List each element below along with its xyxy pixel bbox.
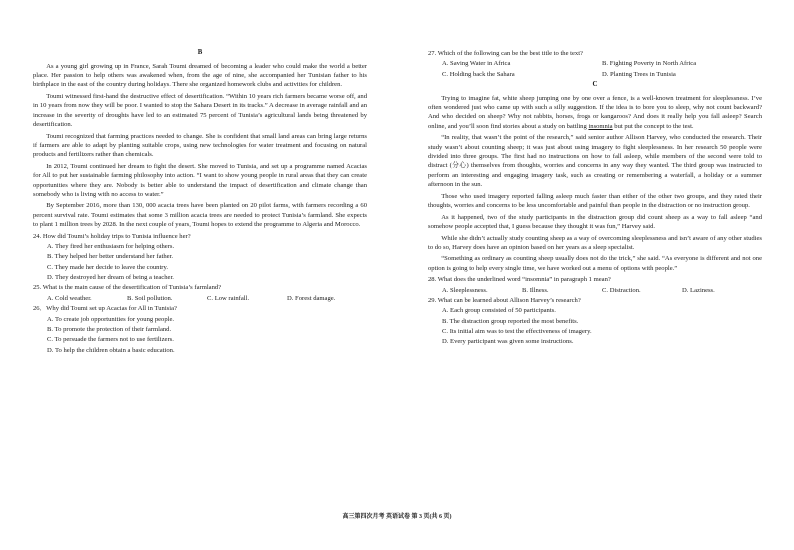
question-27-stem: 27. Which of the following can be the best title to the text?: [428, 50, 583, 57]
question-27-option-a: A. Saving Water in Africa: [442, 60, 511, 68]
question-25-option-c: C. Low rainfall.: [207, 294, 250, 302]
passage-b-paragraph-4: In 2012, Toumi continued her dream to fight the desert. She moved to Tunisia, and set up a programme named Acacias for All to put her sustainable farming philosophy into action. “I want to show young people in rural areas that they can create opportunities where they are. Nobody is better able to understand the impact of desertification and climate change than somebody who is living with no access to water.”: [33, 162, 367, 198]
question-25-option-d: D. Forest damage.: [287, 294, 336, 302]
section-c-heading: C: [592, 81, 598, 89]
question-28-stem: 28. What does the underlined word “insomnia” in paragraph 1 mean?: [428, 276, 611, 284]
question-28-option-b: B. Illness.: [522, 286, 549, 294]
question-29-option-d: D. Every participant was given some instructions.: [442, 338, 574, 346]
question-28-option-d: D. Laziness.: [682, 286, 715, 294]
question-26-option-d: D. To help the children obtain a basic education.: [47, 346, 175, 354]
passage-c-paragraph-3: Those who used imagery reported falling asleep much faster than either of the other two groups, and they rated their thoughts, worries and concerns to be less uncomfortable and painful than people in the distraction or no instruction group.: [428, 192, 762, 210]
question-25-stem: 25. What is the main cause of the desertification of Tunisia’s farmland?: [33, 284, 222, 292]
question-27-options-row-1: [442, 59, 762, 68]
paragraph-1-text-before: Trying to imagine fat, white sheep jumping one by one over a fence, is a well-known treatment for sleeplessness. I’ve often wondered just who came up with such a silly suggestion. If the idea is to bore you to sleep, why not count backward? And who decided on sheep? Why not rabbits, horses, frogs or kangaroos? And does it really help you fall asleep? Search online, and you’ll soon find stories about a study on battling: [428, 94, 762, 130]
question-24-option-d: D. They destroyed her dream of being a teacher.: [47, 274, 174, 282]
question-29-option-c: C. Its initial aim was to test the effectiveness of imagery.: [442, 328, 592, 336]
question-25-option-b: B. Soil pollution.: [127, 294, 173, 302]
question-24-option-a: A. They fired her enthusiasm for helping others.: [47, 243, 175, 251]
passage-b-paragraph-3: Toumi recognized that farming practices needed to change. She is confident that small land areas can bring large returns if farmers are able to adapt by planting suitable crops, using new technologies for water treatment and focusing on natural products and fertilizers rather than chemicals.: [33, 132, 367, 159]
question-26-option-c: C. To persuade the farmers not to use fertilizers.: [47, 336, 174, 344]
question-26-option-a: A. To create job opportunities for young people.: [47, 315, 175, 323]
passage-c-paragraph-4: As it happened, two of the study participants in the distraction group did count sheep as a way to fall asleep “and somehow people accepted that, I guess because they thought it was fun,” Harvey said.: [428, 213, 762, 230]
question-27-option-d: D. Planting Trees in Tunisia: [602, 70, 676, 78]
question-25-options: [47, 294, 367, 303]
question-24-option-b: B. They helped her better understand her father.: [47, 253, 174, 261]
question-26-option-b: B. To promote the protection of their farmland.: [47, 325, 172, 333]
question-27-option-c: C. Holding back the Sahara: [442, 70, 515, 78]
question-29-option-a: A. Each group consisted of 50 participants.: [442, 307, 556, 315]
passage-c-paragraph-2: “In reality, that wasn’t the point of the research,” said senior author Allison Harvey, who conducted the research. Their study wasn’t about counting sheep; it was just about using imagery to fight sleeplessness. In her research 50 people were divided into three groups. The first had no instructions on how to fall asleep, while members of the second were told to distract (分心) themselves from thoughts, worries and concerns in any way they wanted. The third group was instructed to perform an interesting and engaging imagery task, such as creating or remembering a waterfall, a holiday or a summer afternoon in the sun.: [428, 134, 762, 189]
question-27-options-row-2: [442, 70, 762, 79]
page-footer: 高三第四次月考 英语试卷 第 3 页(共 6 页): [342, 514, 452, 520]
left-column: [33, 48, 367, 356]
question-29-stem: 29. What can be learned about Allison Harvey’s research?: [428, 297, 581, 305]
question-29-option-b: B. The distraction group reported the most benefits.: [442, 317, 579, 325]
question-24-option-c: C. They made her decide to leave the country.: [47, 263, 169, 271]
question-24-stem: 24. How did Toumi’s holiday trips to Tunisia influence her?: [33, 232, 191, 240]
question-25-option-a: A. Cold weather.: [47, 294, 92, 302]
passage-c-paragraph-6: “Something as ordinary as counting sheep usually does not do the trick,” she said. “As everyone is different and not one option is going to help every single time, we have worked out a menu of options with people.”: [428, 255, 762, 272]
underlined-word-insomnia: insomnia: [588, 122, 613, 130]
question-28-option-a: A. Sleeplessness.: [442, 286, 488, 294]
paragraph-1-text-after: but put the concept to the test.: [612, 122, 694, 130]
section-b-heading: B: [197, 49, 203, 56]
question-26-stem: 26．Why did Toumi set up Acacias for All in Tunisia?: [33, 305, 177, 313]
passage-c-paragraph-1: [428, 94, 762, 131]
passage-c-paragraph-5: While she didn’t actually study counting sheep as a way of overcoming sleeplessness and isn’t aware of any other studies to do so, Harvey does have an opinion based on her years as a sleep specialist.: [428, 234, 762, 251]
passage-b-paragraph-5: By September 2016, more than 130, 000 acacia trees have been planted on 20 pilot farms, with farmers recording a 60 percent survival rate. Toumi estimates that some 3 million acacia trees are needed to protect Tunisia’s farmland. She expects to plant 1 million trees by 2028. In the next couple of years, Toumi hopes to extend the programme to Algeria and Morocco.: [33, 202, 367, 229]
question-27-option-b: B. Fighting Poverty in North Africa: [602, 60, 697, 68]
question-28-option-c: C. Distraction.: [602, 286, 641, 294]
passage-b-paragraph-2: Toumi witnessed first-hand the destructive effect of desertification. “Within 10 years rich farmers became worse off, and in 10 years from now they will be poor. I wanted to stop the Sahara Desert in its tracks.” A decrease in average rainfall and an increase in the severity of droughts have led to an estimated 75 percent of Tunisia’s agricultural lands being threatened by desertification.: [33, 92, 367, 128]
passage-b-paragraph-1: As a young girl growing up in France, Sarah Toumi dreamed of becoming a leader who could make the world a better place. Her passion to help others was awakened when, from the age of nine, she accompanied her Tunisian father to his birthplace in the east of the country during holidays. There she organized homework clubs and activities for children.: [33, 62, 367, 89]
question-28-options: [442, 286, 762, 295]
right-column: [428, 48, 762, 348]
